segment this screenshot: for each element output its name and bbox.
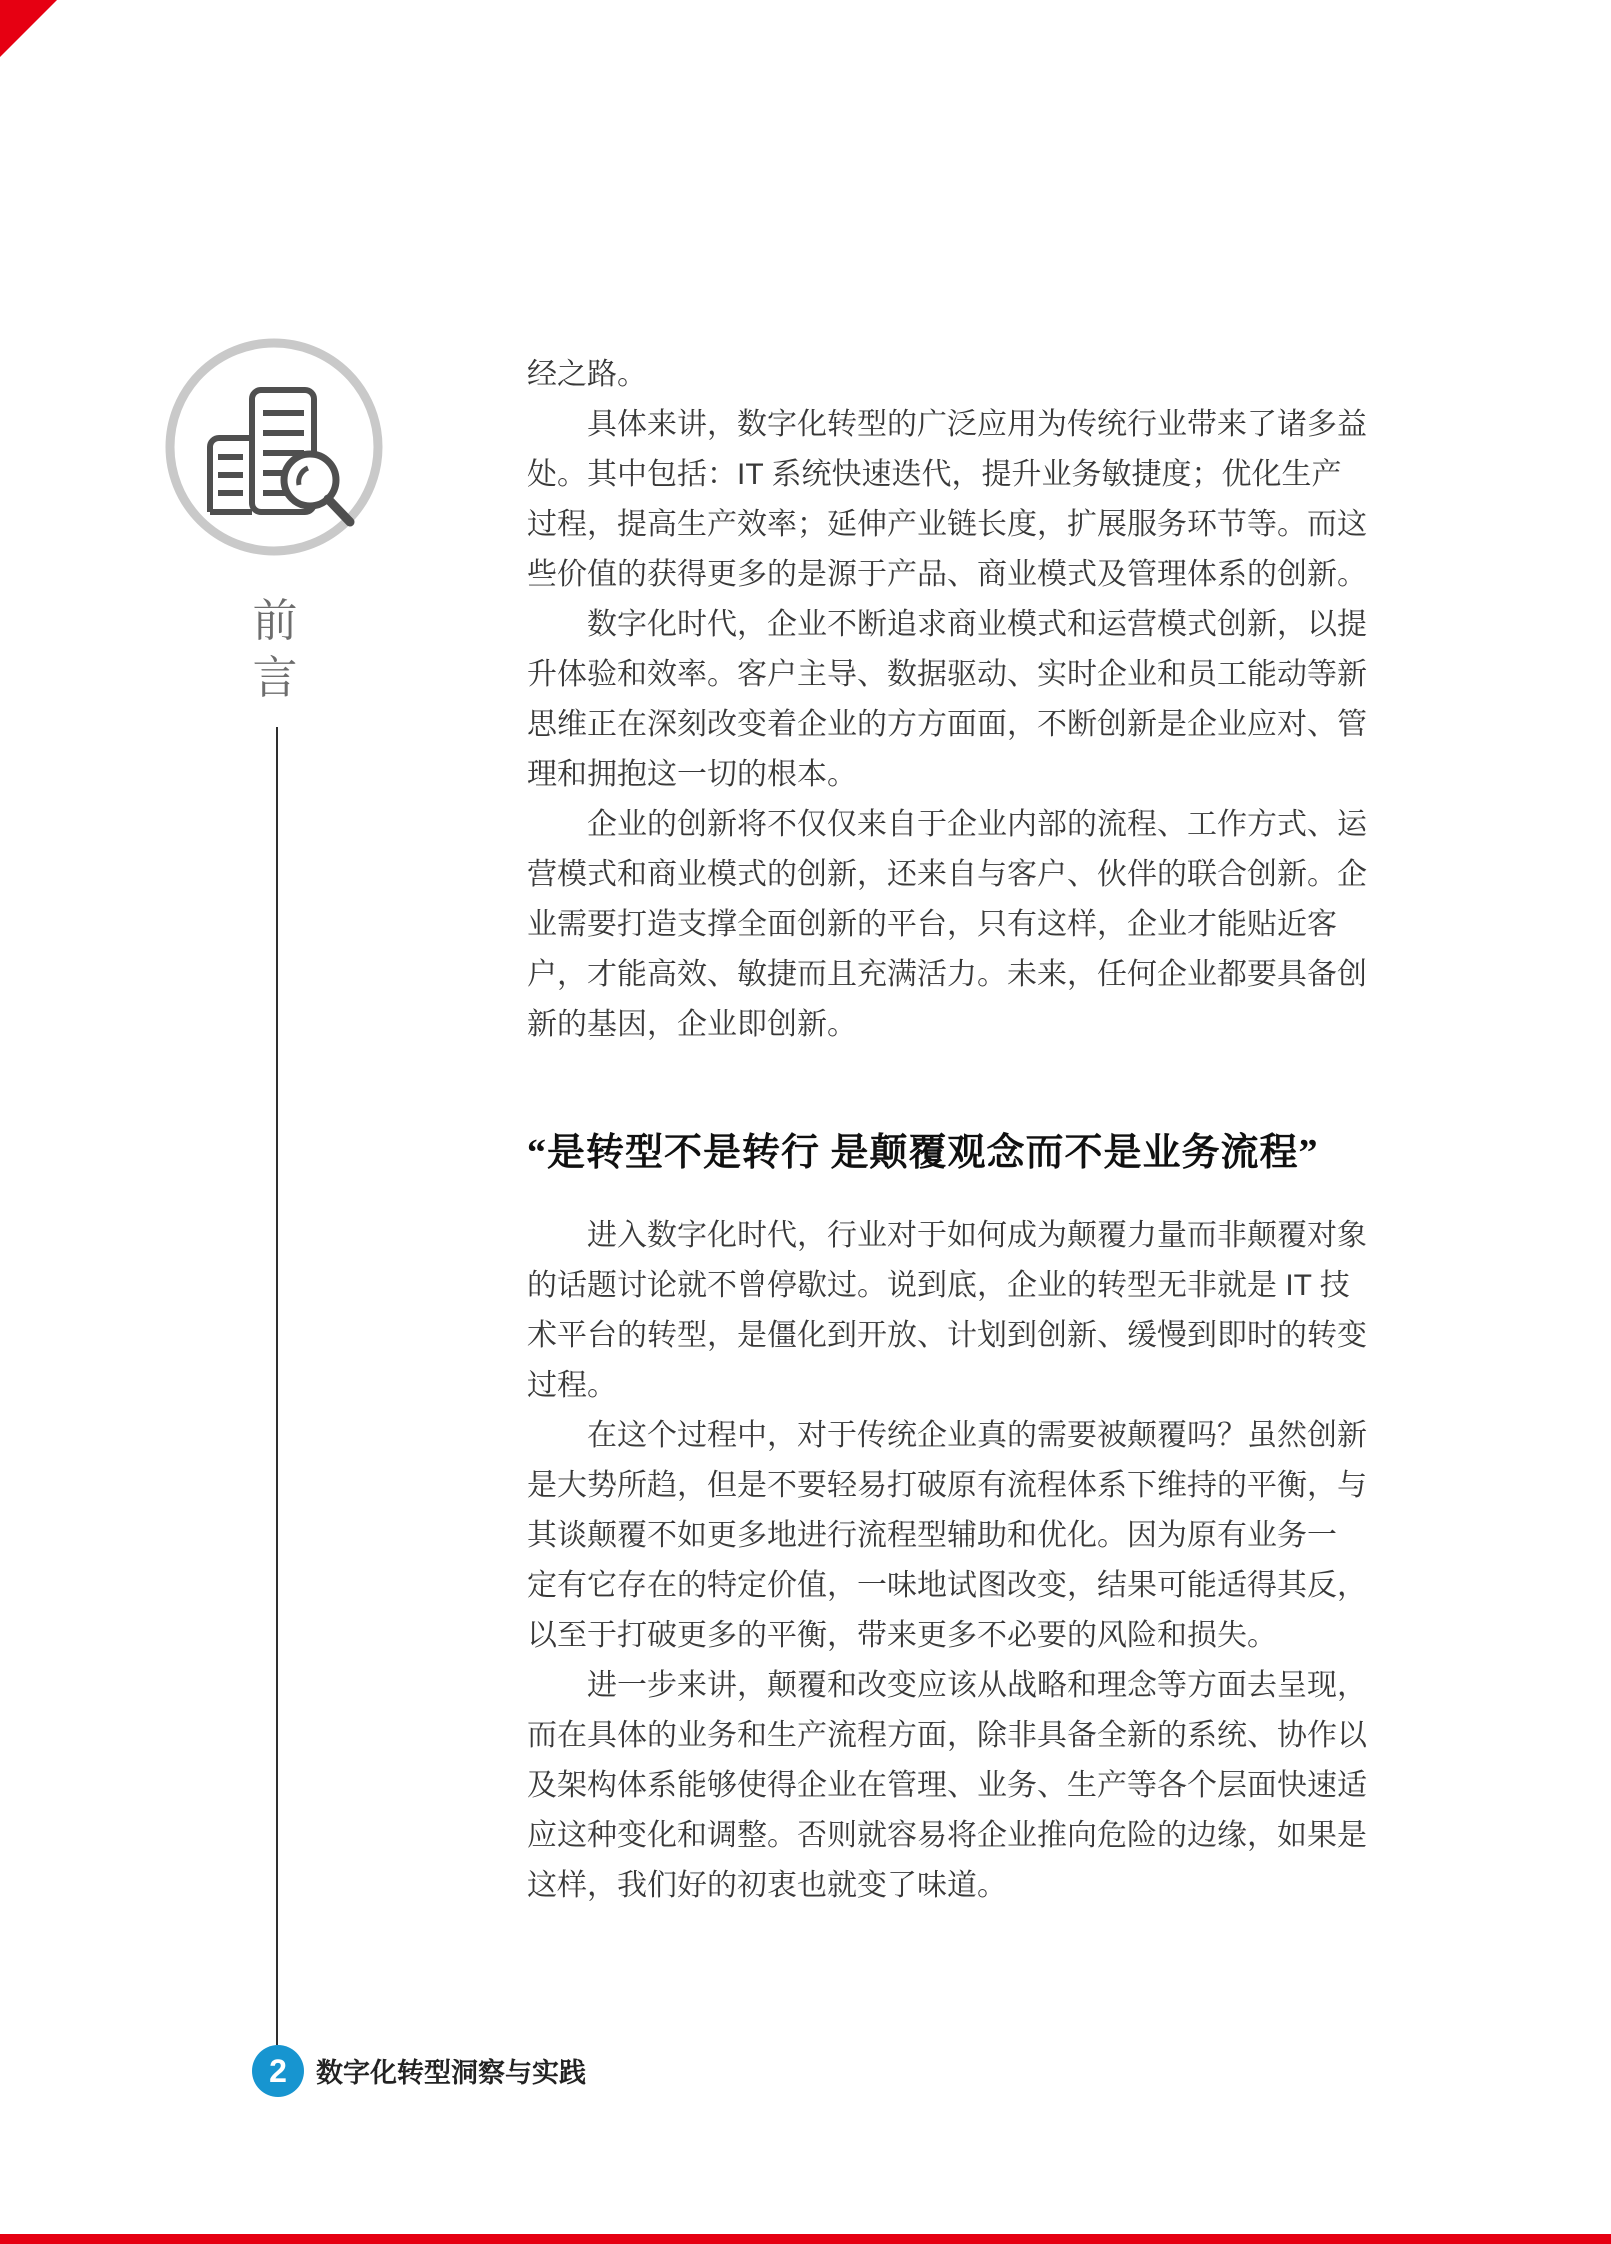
body-line: 新的基因，企业即创新。 bbox=[527, 1008, 857, 1041]
body-line: 升体验和效率。客户主导、数据驱动、实时企业和员工能动等新 bbox=[527, 658, 1367, 691]
body-line: 处。其中包括：IT 系统快速迭代，提升业务敏捷度；优化生产 bbox=[527, 458, 1342, 491]
corner-accent-triangle bbox=[0, 0, 57, 57]
body-line: 些价值的获得更多的是源于产品、商业模式及管理体系的创新。 bbox=[527, 558, 1367, 591]
body-line: 是大势所趋，但是不要轻易打破原有流程体系下维持的平衡，与 bbox=[527, 1469, 1367, 1502]
body-line: 的话题讨论就不曾停歇过。说到底，企业的转型无非就是 IT 技 bbox=[527, 1269, 1350, 1302]
page-number-badge: 2 bbox=[252, 2045, 304, 2097]
body-text-block-2 bbox=[527, 1211, 1367, 1911]
body-line: 进一步来讲，颠覆和改变应该从战略和理念等方面去呈现， bbox=[587, 1669, 1367, 1702]
body-text-block-1 bbox=[527, 350, 1367, 1050]
section-heading: “是转型不是转行 是颠覆观念而不是业务流程” bbox=[527, 1132, 1319, 1174]
preface-section-label: 前言 bbox=[252, 595, 298, 703]
body-line: 及架构体系能够使得企业在管理、业务、生产等各个层面快速适 bbox=[527, 1769, 1367, 1802]
body-line: 而在具体的业务和生产流程方面，除非具备全新的系统、协作以 bbox=[527, 1719, 1367, 1752]
body-line: 营模式和商业模式的创新，还来自与客户、伙伴的联合创新。企 bbox=[527, 858, 1367, 891]
document-magnifier-icon bbox=[160, 333, 388, 561]
body-line: 以至于打破更多的平衡，带来更多不必要的风险和损失。 bbox=[527, 1619, 1277, 1652]
body-line: 过程，提高生产效率；延伸产业链长度，扩展服务环节等。而这 bbox=[527, 508, 1367, 541]
body-line: 具体来讲，数字化转型的广泛应用为传统行业带来了诸多益 bbox=[587, 408, 1367, 441]
body-line: 这样，我们好的初衷也就变了味道。 bbox=[527, 1869, 1007, 1902]
bottom-accent-bar bbox=[0, 2234, 1611, 2244]
body-line: 术平台的转型，是僵化到开放、计划到创新、缓慢到即时的转变 bbox=[527, 1319, 1367, 1352]
body-line: 定有它存在的特定价值，一味地试图改变，结果可能适得其反， bbox=[527, 1569, 1367, 1602]
body-line: 业需要打造支撑全面创新的平台，只有这样，企业才能贴近客 bbox=[527, 908, 1337, 941]
body-line: 理和拥抱这一切的根本。 bbox=[527, 758, 857, 791]
body-line: 数字化时代，企业不断追求商业模式和运营模式创新，以提 bbox=[587, 608, 1367, 641]
body-line: 过程。 bbox=[527, 1369, 617, 1402]
body-line: 应这种变化和调整。否则就容易将企业推向危险的边缘，如果是 bbox=[527, 1819, 1367, 1852]
body-line: 其谈颠覆不如更多地进行流程型辅助和优化。因为原有业务一 bbox=[527, 1519, 1337, 1552]
body-line: 在这个过程中，对于传统企业真的需要被颠覆吗？虽然创新 bbox=[587, 1419, 1367, 1452]
section-divider-line bbox=[276, 727, 278, 2045]
body-line: 户，才能高效、敏捷而且充满活力。未来，任何企业都要具备创 bbox=[527, 958, 1367, 991]
body-line: 进入数字化时代，行业对于如何成为颠覆力量而非颠覆对象 bbox=[587, 1219, 1367, 1252]
footer-title: 数字化转型洞察与实践 bbox=[316, 2058, 586, 2088]
body-line: 经之路。 bbox=[527, 358, 647, 391]
body-line: 企业的创新将不仅仅来自于企业内部的流程、工作方式、运 bbox=[587, 808, 1367, 841]
body-line: 思维正在深刻改变着企业的方方面面，不断创新是企业应对、管 bbox=[527, 708, 1367, 741]
